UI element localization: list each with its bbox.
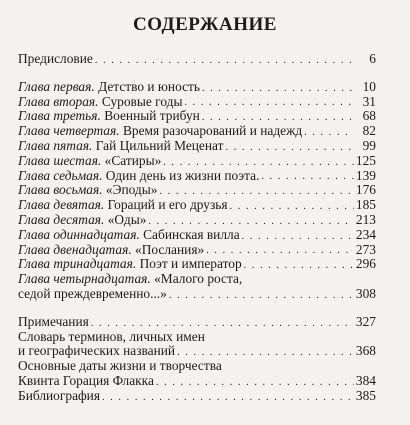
chapter-prefix: Глава двенадцатая. (18, 241, 132, 257)
toc-entry-chapter[interactable] (18, 80, 376, 95)
entry-label: Примечания (18, 313, 89, 329)
toc-entry-dates[interactable] (18, 374, 376, 389)
leader-dots (244, 260, 354, 272)
toc-entry-chapter[interactable] (18, 183, 376, 198)
chapter-prefix: Глава восьмая. (18, 182, 103, 198)
chapter-list (18, 80, 376, 272)
leader-dots (202, 83, 354, 95)
chapter-prefix: Глава четвертая. (18, 123, 120, 139)
leader-dots (261, 171, 353, 183)
leader-dots (184, 97, 354, 109)
chapter-prefix: Глава третья. (18, 108, 101, 124)
page-number: 82 (362, 123, 376, 139)
toc-entry-chapter[interactable] (18, 243, 376, 258)
page-number: 213 (355, 211, 376, 227)
leader-dots (156, 377, 354, 389)
entry-label: Библиография (18, 387, 101, 403)
chapter-prefix: Глава первая. (18, 78, 95, 94)
table-of-contents (18, 52, 376, 404)
leader-dots (230, 201, 354, 213)
entry-label: Квинта Горация Флакка (18, 372, 154, 388)
toc-entry-glossary[interactable] (18, 344, 376, 359)
leader-dots (91, 318, 354, 330)
page-number: 10 (362, 78, 376, 94)
toc-entry-chapter[interactable] (18, 228, 376, 243)
chapter-prefix: Глава одиннадцатая. (18, 226, 140, 242)
chapter-title: Поэт и император (139, 256, 242, 272)
chapter-title: Суровые годы (101, 93, 183, 109)
toc-entry-chapter[interactable] (18, 213, 376, 228)
chapter-prefix: Глава тринадцатая. (18, 256, 137, 272)
leader-dots (304, 127, 354, 139)
chapter-prefix: Глава десятая. (18, 211, 105, 227)
entry-label: Предисловие (18, 51, 93, 66)
toc-entry-chapter[interactable] (18, 109, 376, 124)
toc-entry-chapter-14-cont[interactable] (18, 287, 376, 302)
page-number: 385 (355, 387, 376, 403)
page-number: 125 (355, 152, 376, 168)
chapter-title: Гай Цильний Меценат (95, 137, 224, 153)
chapter-title-line1: «Малого роста, (154, 271, 243, 287)
chapter-title: Время разочарований и надежд (122, 123, 303, 139)
leader-dots (102, 392, 354, 404)
toc-entry-preface[interactable] (18, 52, 376, 67)
toc-entry-chapter-14[interactable] (18, 272, 376, 287)
page-number: 99 (362, 137, 376, 153)
chapter-title: Гораций и его друзья (107, 197, 228, 213)
chapter-title: Сабинская вилла (143, 226, 240, 242)
toc-entry-bibliography[interactable] (18, 389, 376, 404)
page-number: 384 (355, 372, 376, 388)
toc-entry-chapter[interactable] (18, 124, 376, 139)
chapter-title: Детство и юность (98, 78, 201, 94)
toc-entry-glossary-line1[interactable]: Словарь терминов, личных имен (18, 328, 205, 344)
toc-entry-chapter[interactable] (18, 95, 376, 110)
leader-dots (95, 55, 354, 67)
page-number: 308 (355, 285, 376, 301)
page-number: 6 (369, 51, 376, 66)
page-number: 327 (355, 313, 376, 329)
page-number: 176 (355, 182, 376, 198)
leader-dots (242, 231, 354, 243)
chapter-prefix: Глава девятая. (18, 197, 105, 213)
toc-entry-chapter[interactable] (18, 198, 376, 213)
page-number: 185 (355, 197, 376, 213)
page-number: 296 (355, 256, 376, 272)
chapter-title-line2: седой преждевременно...» (18, 285, 167, 301)
chapter-title: «Сатиры» (104, 152, 162, 168)
chapter-title: «Оды» (107, 211, 147, 227)
page-number: 68 (362, 108, 376, 124)
toc-entry-chapter[interactable] (18, 169, 376, 184)
toc-entry-chapter[interactable] (18, 154, 376, 169)
chapter-prefix: Глава пятая. (18, 137, 93, 153)
chapter-prefix: Глава четырнадцатая. (18, 271, 151, 287)
page-number: 31 (362, 93, 376, 109)
leader-dots (169, 290, 354, 302)
chapter-title: Один день из жизни поэта. (105, 167, 260, 183)
page-number: 139 (355, 167, 376, 183)
toc-entry-chapter[interactable] (18, 139, 376, 154)
leader-dots (225, 142, 354, 154)
toc-entry-notes[interactable] (18, 315, 376, 330)
page-number: 234 (355, 226, 376, 242)
chapter-prefix: Глава вторая. (18, 93, 99, 109)
chapter-title: Военный трибун (104, 108, 200, 124)
chapter-title: «Послания» (135, 241, 205, 257)
page-title: СОДЕРЖАНИЕ (133, 14, 277, 35)
chapter-prefix: Глава седьмая. (18, 167, 103, 183)
toc-entry-chapter[interactable] (18, 257, 376, 272)
chapter-title: «Эподы» (105, 182, 158, 198)
page-number: 368 (355, 343, 376, 359)
page-number: 273 (355, 241, 376, 257)
chapter-prefix: Глава шестая. (18, 152, 102, 168)
toc-entry-dates-line1[interactable]: Основные даты жизни и творчества (18, 358, 222, 374)
entry-label: и географических названий (18, 343, 176, 359)
